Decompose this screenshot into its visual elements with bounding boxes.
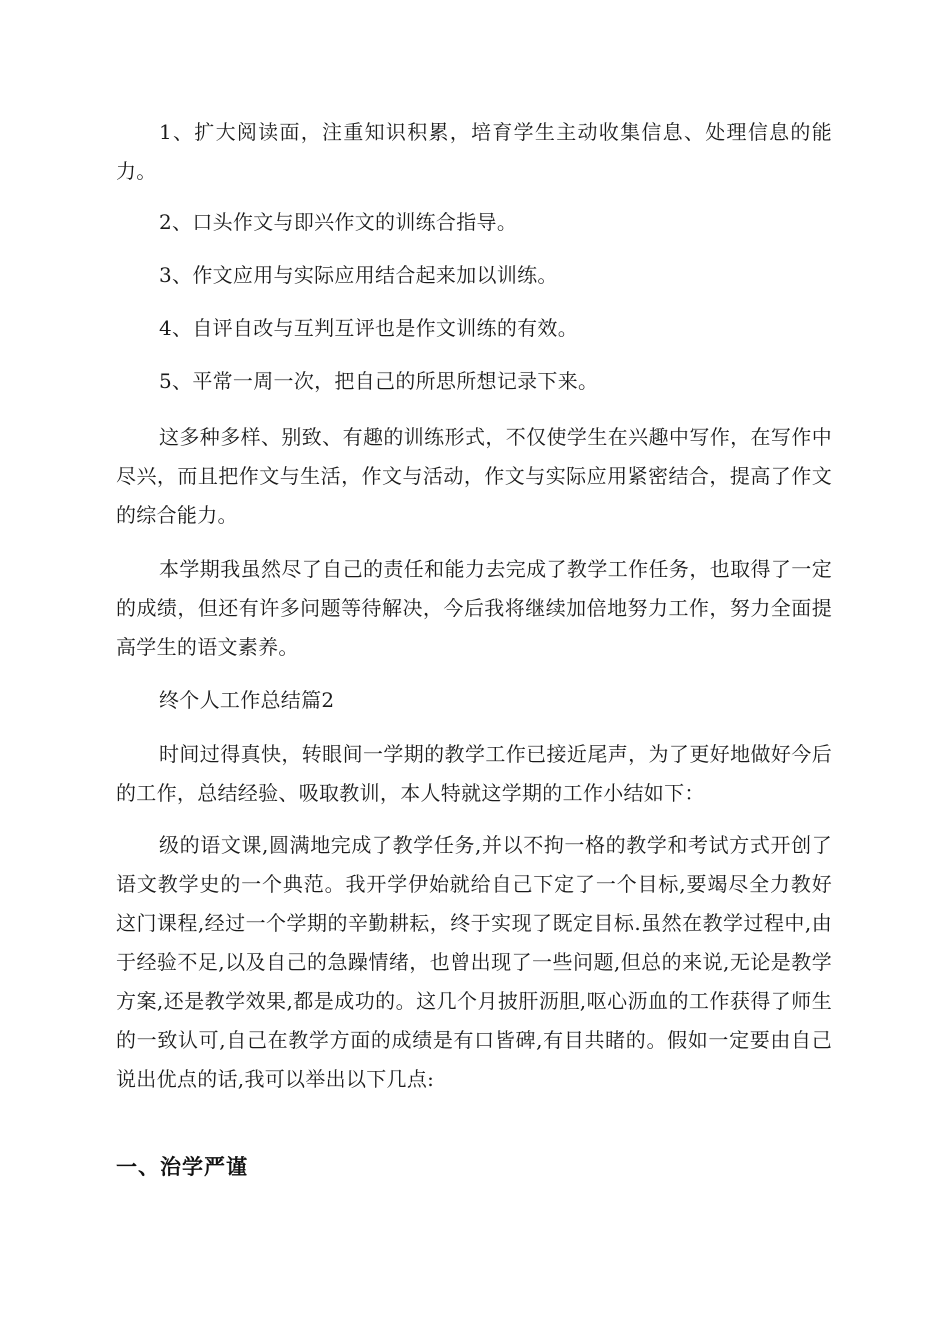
list-item-3: 3、作文应用与实际应用结合起来加以训练。 xyxy=(159,263,558,287)
paragraph-teaching-review: 级的语文课,圆满地完成了教学任务,并以不拘一格的教学和考试方式开创了语文教学史的一个典范。我开学伊始就给自己下定了一个目标,要竭尽全力教好这门课程,经过一个学期的辛勤耕耘，终于实现了既定目标.虽然在教学过程中,由于经验不足,以及自己的急躁情绪，也曾出现了一些问题,但总的来说,无论是教学方案,还是教学效果,都是成功的。这几个月披肝沥胆,呕心沥血的工作获得了师生的一致认可,自己在教学方面的成绩是有口皆碑,有目共睹的。假如一定要由自己说出优点的话,我可以举出以下几点: xyxy=(116,833,832,1091)
paragraph-semester-summary: 本学期我虽然尽了自己的责任和能力去完成了教学工作任务，也取得了一定的成绩，但还有许多问题等待解决，今后我将继续加倍地努力工作，努力全面提高学生的语文素养。 xyxy=(116,557,832,659)
heading-rigorous-scholarship: 一、治学严谨 xyxy=(116,1155,248,1179)
paragraph-training-forms: 这多种多样、别致、有趣的训练形式，不仅使学生在兴趣中写作，在写作中尽兴，而且把作文与生活，作文与活动，作文与实际应用紧密结合，提高了作文的综合能力。 xyxy=(116,425,832,527)
list-item-5: 5、平常一周一次，把自己的所思所想记录下来。 xyxy=(159,369,599,393)
paragraph-intro: 时间过得真快，转眼间一学期的教学工作已接近尾声，为了更好地做好今后的工作，总结经验、吸取教训，本人特就这学期的工作小结如下： xyxy=(116,742,832,805)
section-title: 终个人工作总结篇2 xyxy=(159,688,335,712)
list-item-4: 4、自评自改与互判互评也是作文训练的有效。 xyxy=(159,316,579,340)
list-item-2: 2、口头作文与即兴作文的训练合指导。 xyxy=(159,210,518,234)
list-item-1: 1、扩大阅读面，注重知识积累，培育学生主动收集信息、处理信息的能力。 xyxy=(116,120,832,183)
